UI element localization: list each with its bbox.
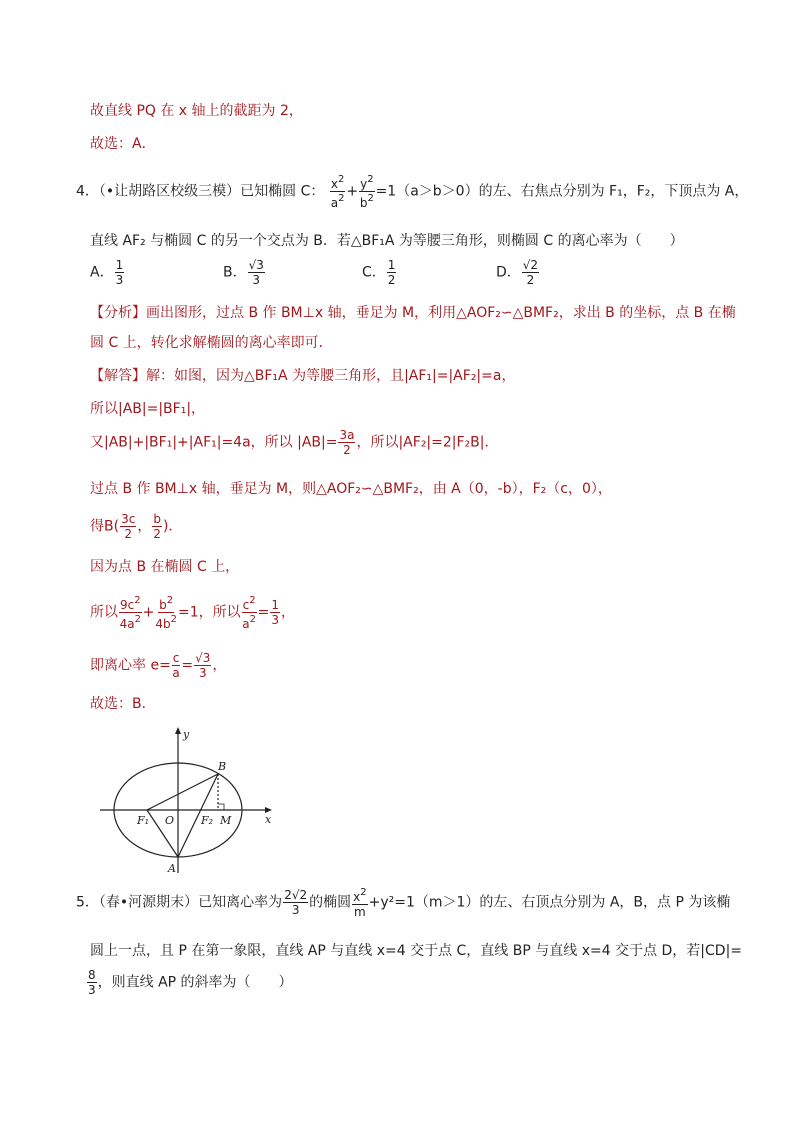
frac-c-a: $\frac{c}{a}$ xyxy=(172,651,180,680)
q4-line-1: 4．（•让胡路区校级三模）已知椭圆 C： $\frac{x^2}{a^2}$ + $\frac{y^2}{b^2}$ =1（a＞b＞0）的左、右焦点分别为 F₁，F₂，下顶点为 A， xyxy=(76,174,749,210)
frac-3c-2: $\frac{3c}{2}$ xyxy=(121,512,136,541)
solution-line-3: 又|AB|+|BF₁|+|AF₁|=4a，所以 |AB|= $\frac{3a}{2}$ ，所以|AF₂|=2|F₂B|． xyxy=(90,428,499,457)
option-b-frac: $\frac{√3}{3}$ xyxy=(248,258,264,287)
option-b[interactable] xyxy=(223,258,266,287)
solution-text-7a: 所以 xyxy=(90,604,118,621)
q4-line-2: 直线 AF₂ 与椭圆 C 的另一个交点为 B．若△BF₁A 为等腰三角形，则椭圆 C 的离心率为（ ） xyxy=(90,233,684,249)
analysis-tag: 【分析】 xyxy=(90,305,146,321)
q5-number: 5． xyxy=(76,894,99,911)
solution-text-1: 解：如图，因为△BF₁A 为等腰三角形，且|AF₁|=|AF₂|=a， xyxy=(146,368,516,384)
option-d-frac: $\frac{√2}{2}$ xyxy=(522,258,539,287)
option-c-frac: $\frac{1}{2}$ xyxy=(387,258,396,287)
solution-line-9: 故选：B． xyxy=(90,696,156,712)
option-b-key: B． xyxy=(223,264,247,281)
q5-line-2: 圆上一点，且 P 在第一象限，直线 AP 与直线 x=4 交于点 C，直线 BP 与直线 x=4 交于点 D，若|CD|= xyxy=(90,943,743,959)
frac-b2: $\frac{b^2}{4b^2}$ xyxy=(155,595,177,631)
solution-text-3b: ，所以|AF₂|=2|F₂B|． xyxy=(356,434,499,451)
q5-line-1 xyxy=(76,886,730,919)
label-y: y xyxy=(183,728,190,741)
label-a: A xyxy=(168,862,176,875)
solution-text-7b: =1，所以 xyxy=(177,604,241,621)
y-arrow-icon xyxy=(175,727,181,734)
q5-text-3: ，则直线 AP 的斜率为（ ） xyxy=(97,974,293,991)
solution-text-8a: 即离心率 xyxy=(90,657,146,674)
solution-line-2: 所以|AB|=|BF₁|， xyxy=(90,401,206,417)
solution-line-8: 即离心率 e= $\frac{c}{a}$ = $\frac{√3}{3}$ ， xyxy=(90,651,227,680)
frac-9c2: $\frac{9c^2}{4a^2}$ xyxy=(119,595,141,631)
q5-frac-cd: $\frac{8}{3}$ xyxy=(88,968,96,997)
label-b: B xyxy=(218,760,227,773)
q5-mid: 的椭圆 xyxy=(309,894,352,911)
solution-line-1 xyxy=(90,366,515,386)
solution-line-4: 过点 B 作 BM⊥x 轴，垂足为 M，则△AOF₂∽△BMF₂，由 A（0，-b），F₂（c，0）， xyxy=(90,481,612,497)
q4-number: 4． xyxy=(76,183,99,200)
frac-c2-a2: $\frac{c^2}{a^2}$ xyxy=(242,595,256,631)
segment-f1b xyxy=(147,774,218,810)
q5-line-3 xyxy=(86,968,293,997)
frac-3a-2: $\frac{3a}{2}$ xyxy=(339,428,355,457)
q5-frac-ecc: $\frac{2√2}{3}$ xyxy=(284,888,308,917)
option-a-frac: $\frac{1}{3}$ xyxy=(115,258,124,287)
option-c-key: C． xyxy=(362,264,386,281)
option-d-key: D． xyxy=(496,264,521,281)
prev-line-1: 故直线 PQ 在 x 轴上的截距为 2， xyxy=(90,103,303,119)
q4-condition: =1（a＞b＞0）的左、右焦点分别为 F₁，F₂，下顶点为 A， xyxy=(375,183,749,200)
ellipse-figure xyxy=(95,726,285,878)
solution-line-6: 因为点 B 在椭圆 C 上， xyxy=(90,559,240,575)
answer-tag: 【解答】 xyxy=(90,368,146,384)
solution-text-5a: 得 xyxy=(90,518,104,535)
q5-condition: +y²=1（m＞1）的左、右顶点分别为 A，B，点 P 为该椭 xyxy=(368,894,731,911)
analysis-line-1 xyxy=(90,303,736,323)
q5-frac-x2m: $\frac{x^2}{m}$ xyxy=(353,887,367,919)
label-o: O xyxy=(165,814,175,827)
q4-source: （•让胡路区校级三模）已知椭圆 C： xyxy=(98,183,325,200)
frac-b-2: $\frac{b}{2}$ xyxy=(153,512,161,541)
label-x: x xyxy=(265,813,272,826)
label-f2: F₂ xyxy=(201,814,214,827)
label-f1: F₁ xyxy=(137,814,150,827)
option-a-key: A． xyxy=(90,264,114,281)
label-m: M xyxy=(220,814,232,827)
solution-text-3a: 又|AB|+|BF₁|+|AF₁|=4a，所以 xyxy=(90,434,293,451)
option-d[interactable] xyxy=(496,258,540,287)
analysis-text-1: 画出图形，过点 B 作 BM⊥x 轴，垂足为 M，利用△AOF₂∽△BMF₂，求出 B 的坐标，点 B 在椭 xyxy=(146,305,736,321)
frac-sqrt3-3: $\frac{√3}{3}$ xyxy=(195,651,211,680)
frac-1-3: $\frac{1}{3}$ xyxy=(271,598,279,627)
option-a[interactable] xyxy=(90,258,125,287)
q4-frac-x: $\frac{x^2}{a^2}$ xyxy=(330,174,345,210)
prev-line-2: 故选：A． xyxy=(90,136,156,152)
q5-source: （春•河源期末）已知离心率为 xyxy=(98,894,283,911)
solution-line-5: 得B( $\frac{3c}{2}$ ， $\frac{b}{2}$ )． xyxy=(90,512,183,541)
solution-line-7: 所以 $\frac{9c^2}{4a^2}$ + $\frac{b^2}{4b^2}$ =1，所以 $\frac{c^2}{a^2}$ = $\frac{1}{3}$ ， xyxy=(90,595,295,631)
right-angle-mark xyxy=(218,804,224,810)
option-c[interactable] xyxy=(362,258,397,287)
analysis-line-2: 圆 C 上，转化求解椭圆的离心率即可． xyxy=(90,335,333,351)
q4-frac-y: $\frac{y^2}{b^2}$ xyxy=(359,174,374,210)
